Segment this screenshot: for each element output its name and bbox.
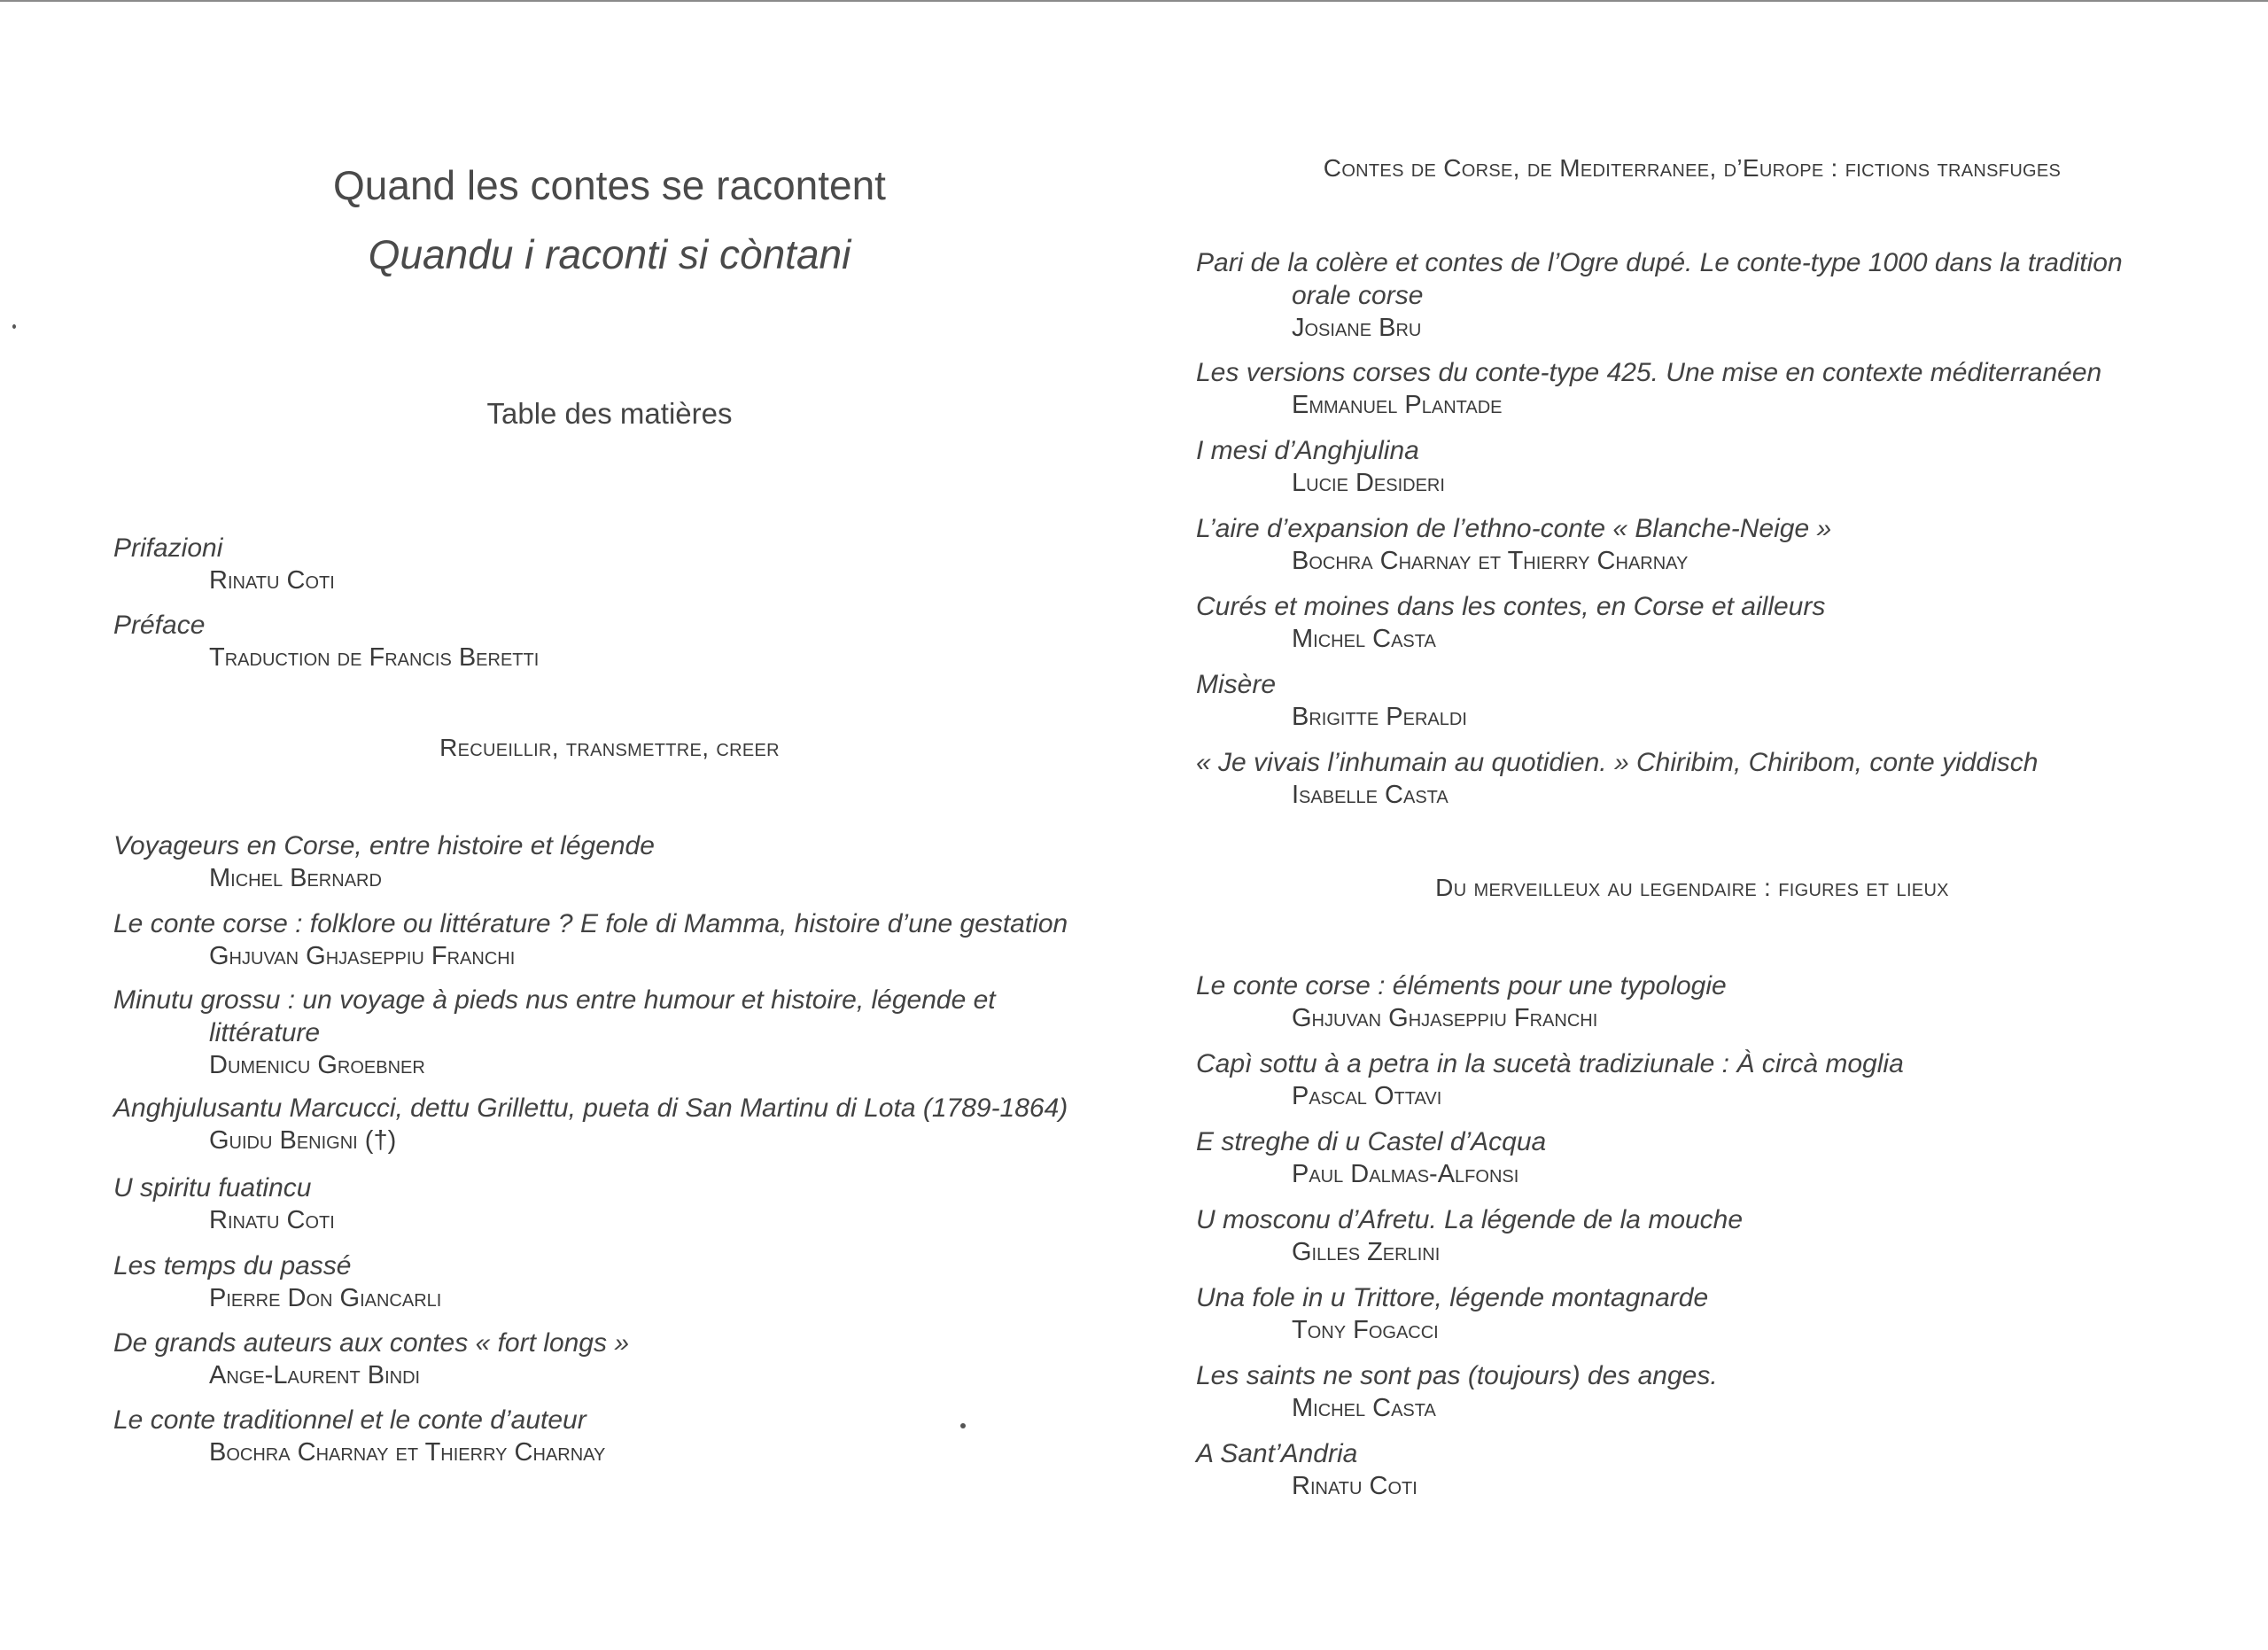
toc-entry [113, 1404, 1159, 1468]
toc-entry [1196, 1281, 2241, 1346]
toc-entry [1196, 590, 2241, 655]
section-heading: Recueillir, transmettre, creer [439, 734, 780, 761]
toc-entry [1196, 1125, 2241, 1190]
entry-author: Rinatu Coti [209, 1206, 335, 1234]
entry-author: Michel Casta [1292, 1394, 1436, 1422]
toc-entry [113, 907, 1159, 972]
entry-title [1196, 246, 2241, 312]
entry-author: Pierre Don Giancarli [209, 1284, 442, 1312]
entry-author: Ghjuvan Ghjaseppiu Franchi [209, 942, 516, 970]
toc-entry [1196, 434, 2241, 499]
entry-author: Michel Bernard [209, 864, 382, 892]
toc-entry [1196, 1359, 2241, 1424]
toc-entry [113, 609, 1159, 673]
entry-author: Isabelle Casta [1292, 781, 1449, 809]
entry-title: Le conte corse : folklore ou littérature ? E fole di Mamma, histoire d’une gestation [113, 909, 1068, 938]
entry-title: De grands auteurs aux contes « fort longs » [113, 1328, 630, 1358]
entry-author: Gilles Zerlini [1292, 1238, 1441, 1266]
toc-entry [113, 1171, 1159, 1236]
toc-entry [1196, 746, 2241, 811]
entry-title: Una fole in u Trittore, légende montagnarde [1196, 1283, 1709, 1312]
entry-title: « Je vivais l’inhumain au quotidien. » Chiribim, Chiribom, conte yiddisch [1196, 748, 2039, 777]
entry-title-continuation: littérature [209, 1018, 321, 1047]
entry-title: Prifazioni [113, 533, 223, 563]
entry-title-continuation: orale corse [1292, 281, 1424, 310]
entry-author: Brigitte Peraldi [1292, 703, 1467, 731]
toc-entry [113, 1249, 1159, 1314]
entry-title: Les saints ne sont pas (toujours) des anges. [1196, 1361, 1718, 1390]
toc-entry [1196, 969, 2241, 1034]
book-title: Quand les contes se racontent [333, 162, 886, 208]
page-top-border [0, 0, 2268, 2]
entry-author: Lucie Desideri [1292, 469, 1445, 497]
toc-entry [1196, 246, 2241, 344]
entry-author: Rinatu Coti [209, 566, 335, 595]
entry-title: Les temps du passé [113, 1251, 352, 1280]
entry-title: Voyageurs en Corse, entre histoire et légende [113, 831, 655, 860]
entry-title: Le conte corse : éléments pour une typologie [1196, 971, 1727, 1000]
toc-entry [1196, 356, 2241, 421]
entry-title: Préface [113, 611, 206, 640]
entry-author: Bochra Charnay et Thierry Charnay [209, 1438, 606, 1467]
entry-author: Pascal Ottavi [1292, 1082, 1442, 1110]
toc-entry [113, 984, 1159, 1081]
toc-entry [113, 532, 1159, 596]
toc-entry [1196, 1203, 2241, 1268]
entry-title: Anghjulusantu Marcucci, dettu Grillettu, pueta di San Martinu di Lota (1789-1864) [113, 1094, 1068, 1123]
toc-entry [1196, 1437, 2241, 1502]
entry-title-line: Minutu grossu : un voyage à pieds nus entre humour et histoire, légende et [113, 985, 996, 1015]
toc-heading: Table des matières [486, 397, 733, 430]
entry-title: Le conte traditionnel et le conte d’auteur [113, 1405, 586, 1435]
entry-title: Capì sottu à a petra in la sucetà tradiziunale : À circà moglia [1196, 1049, 1904, 1078]
toc-entry [113, 829, 1159, 894]
section-heading: Contes de Corse, de Mediterranee, d’Europe : fictions transfuges [1323, 154, 2062, 182]
entry-author: Rinatu Coti [1292, 1472, 1418, 1500]
entry-title: I mesi d’Anghjulina [1196, 436, 1419, 465]
toc-entry [1196, 668, 2241, 733]
entry-author: Paul Dalmas-Alfonsi [1292, 1160, 1519, 1188]
entry-author: Josiane Bru [1292, 314, 1422, 342]
toc-entry [113, 1092, 1159, 1156]
entry-author: Traduction de Francis Beretti [209, 643, 540, 672]
entry-title [113, 984, 1159, 1049]
entry-author: Ange-Laurent Bindi [209, 1361, 421, 1389]
entry-title: U spiritu fuatincu [113, 1173, 312, 1202]
toc-entry [1196, 1047, 2241, 1112]
toc-entry [113, 1327, 1159, 1391]
entry-title: Misère [1196, 670, 1277, 699]
book-subtitle: Quandu i raconti si còntani [368, 231, 851, 277]
entry-title: E streghe di u Castel d’Acqua [1196, 1127, 1547, 1156]
entry-author: Tony Fogacci [1292, 1316, 1439, 1344]
entry-author: Emmanuel Plantade [1292, 391, 1503, 419]
entry-title: L’aire d’expansion de l’ethno-conte « Blanche-Neige » [1196, 514, 1832, 543]
entry-title: U mosconu d’Afretu. La légende de la mouche [1196, 1205, 1744, 1234]
entry-author: Ghjuvan Ghjaseppiu Franchi [1292, 1004, 1598, 1032]
entry-title: Curés et moines dans les contes, en Corse et ailleurs [1196, 592, 1826, 621]
scan-speck [12, 324, 16, 329]
entry-author: Bochra Charnay et Thierry Charnay [1292, 547, 1689, 575]
scan-speck [960, 1423, 966, 1428]
section-heading: Du merveilleux au legendaire : figures et lieux [1435, 874, 1949, 901]
entry-author: Michel Casta [1292, 625, 1436, 653]
entry-author: Dumenicu Groebner [209, 1051, 425, 1079]
entry-title: A Sant’Andria [1196, 1439, 1358, 1468]
toc-entry [1196, 512, 2241, 577]
entry-title-line: Pari de la colère et contes de l’Ogre dupé. Le conte-type 1000 dans la tradition [1196, 248, 2123, 277]
entry-author: Guidu Benigni (†) [209, 1126, 397, 1155]
entry-title: Les versions corses du conte-type 425. Une mise en contexte méditerranéen [1196, 358, 2102, 387]
